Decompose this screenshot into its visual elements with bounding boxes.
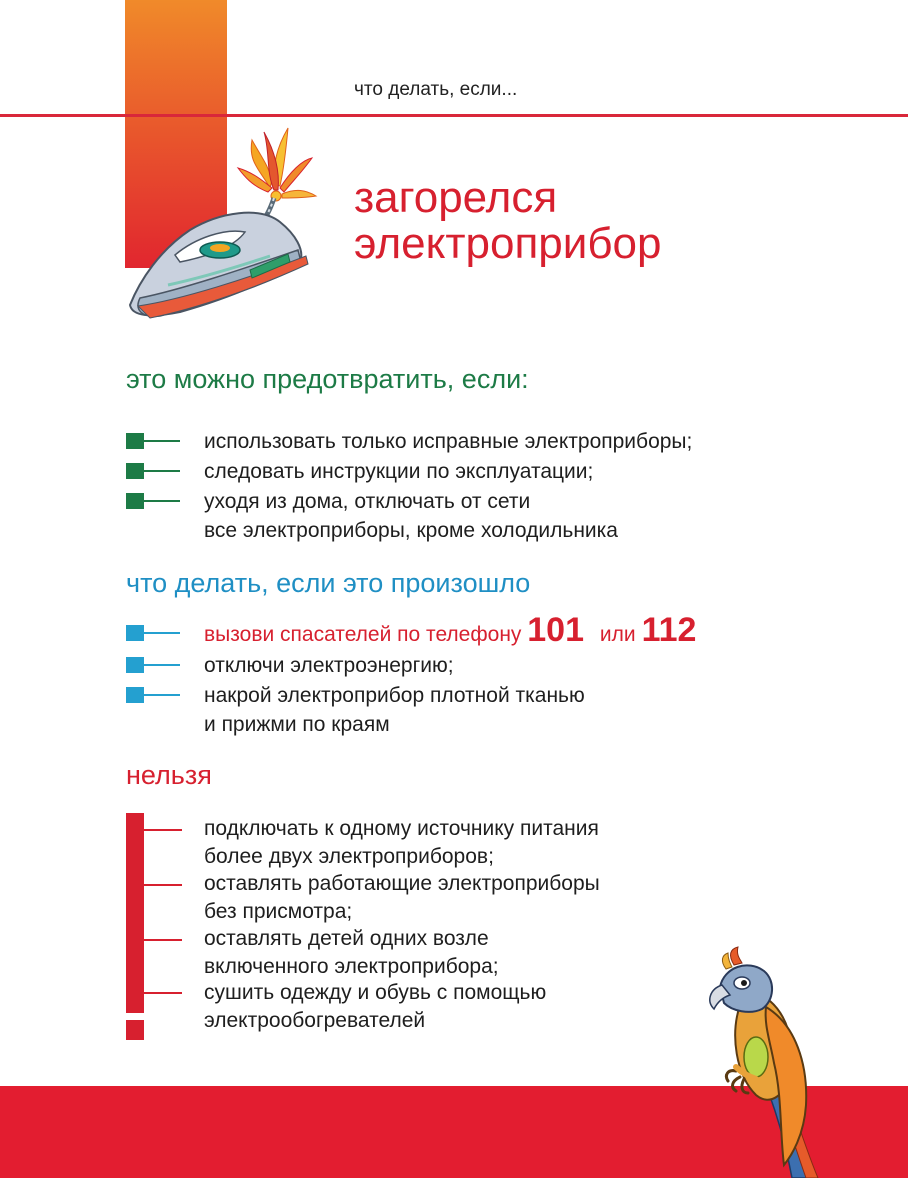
bullet-line [144,664,180,666]
page-title [354,175,661,267]
dont-item [204,925,499,981]
bullet-line [144,470,180,472]
dont-item-line: сушить одежду и обувь с помощью [204,981,547,1004]
dont-item-tick [144,992,182,994]
prevent-item-line-2: все электроприборы, кроме холодильника [204,519,618,542]
what-to-do-item-text [204,681,585,739]
bullet-square-icon [126,625,144,641]
phone-number-112: 112 [641,611,697,649]
dont-item [204,870,600,926]
title-line-2: электроприбор [354,219,662,268]
title-line-1: загорелся [354,173,558,222]
prevent-item [126,457,826,487]
dont-item [204,979,546,1035]
emergency-call-text [204,611,697,649]
dont-item-tick [144,829,182,831]
what-to-do-line-2: и прижми по краям [204,713,390,736]
prevent-item [126,487,826,542]
or-label: или [599,623,636,646]
prevent-item-text: использовать только исправные электроприборы; [204,430,693,453]
parrot-icon [700,945,830,1178]
exclamation-dot [126,1020,144,1040]
phone-number-101: 101 [527,611,584,649]
bullet-line [144,500,180,502]
bullet-square-icon [126,463,144,479]
bullet-square-icon [126,493,144,509]
prevent-item-text [204,487,618,545]
bullet-line [144,440,180,442]
bullet-square-icon [126,433,144,449]
what-to-do-item [126,681,826,736]
dont-item-tick [144,884,182,886]
dont-heading: нельзя [126,760,212,790]
bullet-line [144,632,180,634]
dont-item-line: без присмотра; [204,900,353,923]
dont-item-tick [144,939,182,941]
dont-item [204,815,599,871]
bullet-line [144,694,180,696]
page-kicker: что делать, если... [354,79,518,100]
what-to-do-item [126,651,826,681]
exclamation-bar [126,813,144,1013]
bullet-square-icon [126,657,144,673]
prevent-item-text: следовать инструкции по эксплуатации; [204,460,594,483]
dont-item-line: более двух электроприборов; [204,845,494,868]
dont-item-line: оставлять детей одних возле [204,927,489,950]
dont-item-line: оставлять работающие электроприборы [204,872,600,895]
prevent-item-line-1: уходя из дома, отключать от сети [204,490,531,513]
what-to-do-item-text: отключи электроэнергию; [204,654,454,677]
bullet-square-icon [126,687,144,703]
prevent-heading: это можно предотвратить, если: [126,364,529,394]
iron-on-fire-icon [120,110,320,320]
prevent-item [126,427,826,457]
what-to-do-heading: что делать, если это произошло [126,568,531,598]
what-to-do-line-1: накрой электроприбор плотной тканью [204,684,585,707]
what-to-do-item [126,611,826,649]
dont-item-line: подключать к одному источнику питания [204,817,599,840]
dont-item-line: включенного электроприбора; [204,955,499,978]
call-rescuers-label: вызови спасателей по телефону [204,623,522,646]
dont-item-line: электрообогревателей [204,1009,426,1032]
